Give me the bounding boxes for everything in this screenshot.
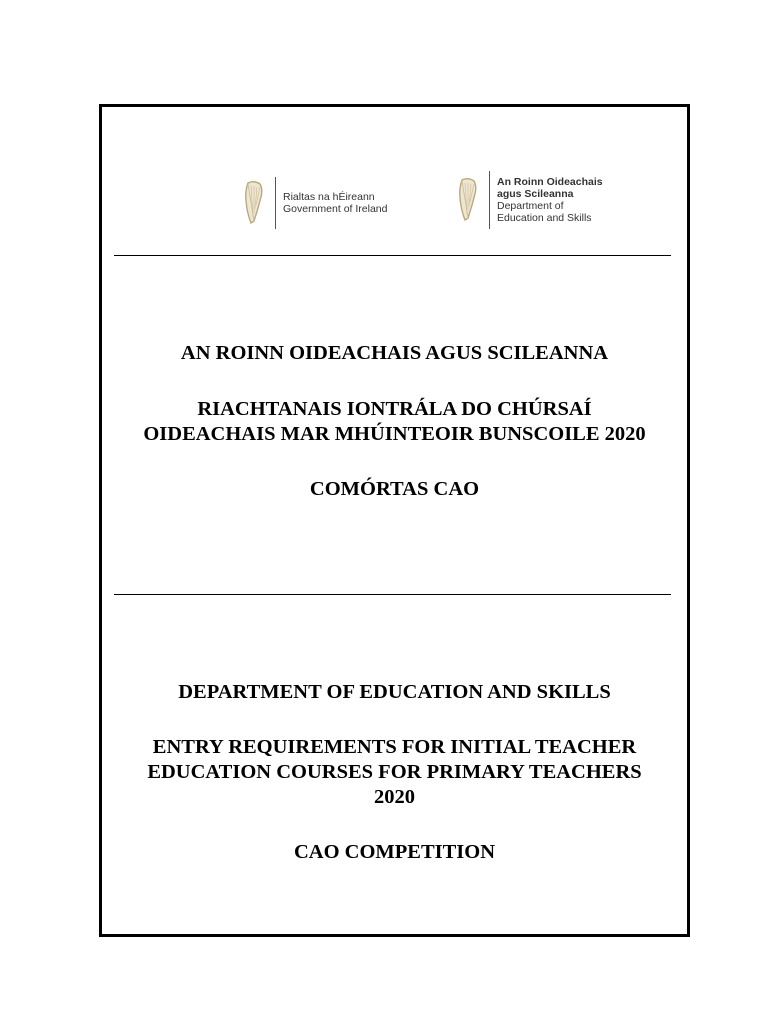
irish-competition-heading: COMÓRTAS CAO bbox=[309, 478, 480, 500]
government-logo bbox=[241, 177, 387, 229]
english-title bbox=[102, 735, 687, 810]
harp-icon bbox=[241, 179, 267, 227]
logo-divider bbox=[275, 177, 276, 229]
government-logo-text bbox=[283, 191, 387, 215]
irish-title-line: OIDEACHAIS MAR MHÚINTEOIR BUNSCOILE 2020 bbox=[143, 423, 646, 445]
divider-line bbox=[114, 255, 671, 256]
department-logo bbox=[455, 171, 603, 229]
divider-line bbox=[114, 594, 671, 595]
logo-divider bbox=[489, 171, 490, 229]
logo-text-line: Department of bbox=[497, 200, 564, 212]
english-department-heading: DEPARTMENT OF EDUCATION AND SKILLS bbox=[178, 681, 611, 703]
logo-text-line: agus Scileanna bbox=[497, 188, 574, 200]
irish-title-line: RIACHTANAIS IONTRÁLA DO CHÚRSAÍ bbox=[197, 398, 592, 420]
logo-text-line: Rialtas na hÉireann bbox=[283, 191, 375, 203]
harp-icon bbox=[455, 176, 481, 224]
logo-text-line: An Roinn Oideachais bbox=[497, 176, 603, 188]
logo-text-line: Education and Skills bbox=[497, 212, 592, 224]
english-title-line: 2020 bbox=[374, 786, 415, 808]
irish-department-heading: AN ROINN OIDEACHAIS AGUS SCILEANNA bbox=[180, 342, 609, 364]
cover-frame bbox=[99, 104, 690, 937]
irish-title bbox=[102, 397, 687, 447]
english-competition-heading: CAO COMPETITION bbox=[293, 841, 496, 863]
department-logo-text bbox=[497, 176, 603, 224]
english-title-line: EDUCATION COURSES FOR PRIMARY TEACHERS bbox=[147, 761, 642, 783]
english-title-line: ENTRY REQUIREMENTS FOR INITIAL TEACHER bbox=[152, 736, 637, 758]
logo-text-line: Government of Ireland bbox=[283, 203, 388, 215]
